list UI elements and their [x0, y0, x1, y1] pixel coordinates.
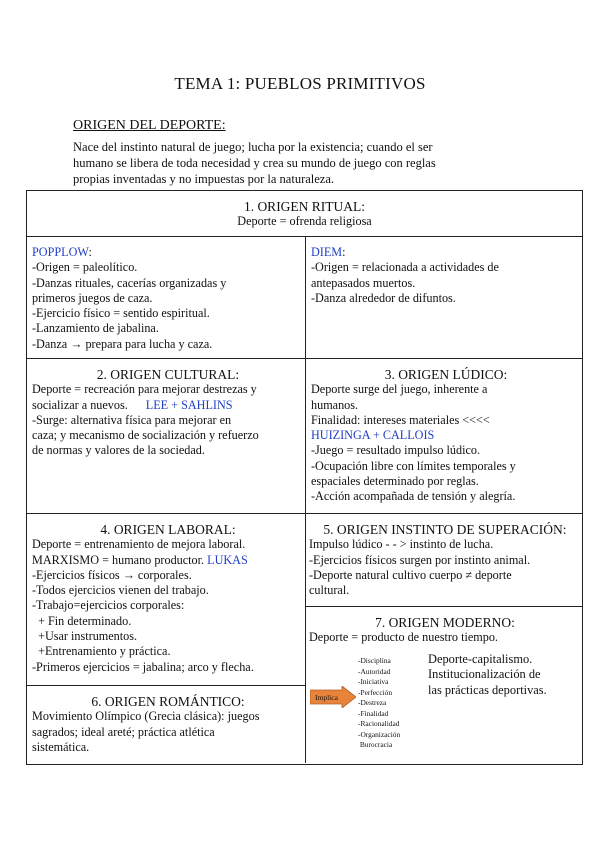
popplow-author: POPPLOW: [32, 245, 89, 259]
text-line: Deporte-capitalismo.: [428, 652, 533, 666]
text-line: Deporte surge del juego, inherente a: [311, 382, 488, 397]
text-line: sagrados; ideal areté; práctica atlética: [32, 724, 215, 739]
list-item: -Perfección: [358, 687, 393, 697]
list-item: antepasados muertos.: [311, 275, 416, 290]
list-item: Burocracia: [358, 740, 393, 749]
text-line: Deporte = entrenamiento de mejora laboral.: [32, 537, 246, 552]
text-line: Institucionalización de: [428, 667, 541, 682]
colon: :: [88, 245, 92, 259]
list-item: -Ejercicio físico = sentido espiritual.: [32, 306, 210, 321]
divider: [305, 606, 582, 607]
arrow-label: Implica: [315, 693, 338, 702]
cultural-authors: LEE + SAHLINS: [145, 397, 233, 412]
ludico-block: [311, 367, 581, 505]
ludico-title: 3. ORIGEN LÚDICO:: [384, 367, 508, 382]
text-line: Deporte = recreación para mejorar destrezas y: [32, 382, 257, 397]
text-line: Movimiento Olímpico (Grecia clásica): juegos: [32, 709, 260, 724]
moderno-header: [309, 615, 581, 646]
list-item: -Iniciativa: [358, 677, 389, 686]
instinto-title: 5. ORIGEN INSTINTO DE SUPERACIÓN:: [323, 522, 567, 537]
text-line: socializar a nuevos.: [32, 397, 128, 412]
text-line: Finalidad: intereses materiales <<<<: [311, 412, 490, 427]
divider: [27, 513, 582, 514]
list-item: -Organización: [358, 729, 401, 739]
intro-line: propias inventadas y no impuestas por la naturaleza.: [73, 172, 335, 186]
text-line: -Deporte natural cultivo cuerpo ≠ deporte: [309, 567, 512, 582]
list-item: -Disciplina: [358, 656, 391, 665]
text-line: +Usar instrumentos.: [32, 629, 138, 644]
ritual-subtitle: Deporte = ofrenda religiosa: [237, 214, 372, 229]
ritual-header: [27, 199, 582, 230]
list-item: -Danza alrededor de difuntos.: [311, 290, 456, 305]
laboral-title: 4. ORIGEN LABORAL:: [100, 522, 236, 537]
text-line: de normas y valores de la sociedad.: [32, 443, 205, 458]
diem-author: DIEM: [311, 245, 343, 259]
ritual-title: 1. ORIGEN RITUAL:: [243, 199, 366, 214]
text-line: -Surge: alternativa física para mejorar en: [32, 412, 232, 427]
text-line: las prácticas deportivas.: [428, 682, 547, 697]
text-line: -Ocupación libre con límites temporales y: [311, 458, 516, 473]
divider: [27, 685, 306, 686]
divider: [305, 236, 306, 763]
list-item: -Danzas rituales, cacerías organizadas y: [32, 275, 227, 290]
ludico-authors: HUIZINGA + CALLOIS: [311, 428, 435, 443]
romantico-title: 6. ORIGEN ROMÁNTICO:: [91, 694, 245, 709]
list-item: -Finalidad: [358, 708, 389, 718]
text-line: -Ejercicios físicos surgen por instinto animal.: [309, 552, 531, 567]
intro-paragraph: [73, 139, 533, 187]
intro-line: Nace del instinto natural de juego; lucha por la existencia; cuando el ser: [73, 140, 433, 154]
list-item: -Danza → prepara para lucha y caza.: [32, 336, 213, 351]
text-line: Impulso lúdico - - > instinto de lucha.: [309, 537, 494, 552]
instinto-block: [309, 522, 581, 598]
page-title: TEMA 1: PUEBLOS PRIMITIVOS: [174, 74, 426, 93]
moderno-notes: [428, 652, 547, 698]
text-line: sistemática.: [32, 739, 90, 754]
list-item: -Autoridad: [358, 666, 391, 676]
text-line: espaciales determinado por reglas.: [311, 474, 479, 489]
list-item: -Origen = relacionada a actividades de: [311, 260, 499, 275]
text-line: -Juego = resultado impulso lúdico.: [311, 443, 481, 458]
text-line: humanos.: [311, 397, 359, 412]
divider: [27, 358, 582, 359]
romantico-block: [32, 694, 304, 755]
text-line: -Trabajo=ejercicios corporales:: [32, 598, 185, 613]
laboral-author: LUKAS: [207, 552, 248, 567]
list-item: -Lanzamiento de jabalina.: [32, 321, 159, 336]
text-line: +Entrenamiento y práctica.: [32, 644, 171, 659]
cultural-block: [32, 367, 304, 459]
text-line: -Acción acompañada de tensión y alegría.: [311, 489, 516, 504]
list-item: -Racionalidad: [358, 719, 400, 728]
list-item: -Destreza: [358, 698, 387, 707]
popplow-block: [32, 245, 302, 352]
diem-block: [311, 245, 581, 306]
laboral-block: [32, 522, 304, 675]
text-line: caza; y mecanismo de socialización y refuerzo: [32, 428, 259, 443]
origen-heading: ORIGEN DEL DEPORTE:: [73, 118, 226, 133]
text-line: + Fin determinado.: [32, 613, 132, 628]
text-line: -Primeros ejercicios = jabalina; arco y flecha.: [32, 659, 254, 674]
text-line: MARXISMO = humano productor.: [32, 552, 205, 567]
moderno-title: 7. ORIGEN MODERNO:: [375, 615, 515, 630]
list-item: -Origen = paleolítico.: [32, 260, 138, 275]
text-line: cultural.: [309, 583, 350, 598]
colon: :: [342, 245, 346, 259]
text-line: Deporte = producto de nuestro tiempo.: [309, 630, 498, 645]
cultural-title: 2. ORIGEN CULTURAL:: [96, 367, 240, 382]
intro-line: humano se libera de toda necesidad y crea su mundo de juego con reglas: [73, 156, 436, 170]
text-line: -Todos ejercicios vienen del trabajo.: [32, 583, 209, 598]
moderno-list: [358, 656, 400, 751]
list-item: primeros juegos de caza.: [32, 290, 153, 305]
text-line: -Ejercicios físicos → corporales.: [32, 567, 192, 582]
